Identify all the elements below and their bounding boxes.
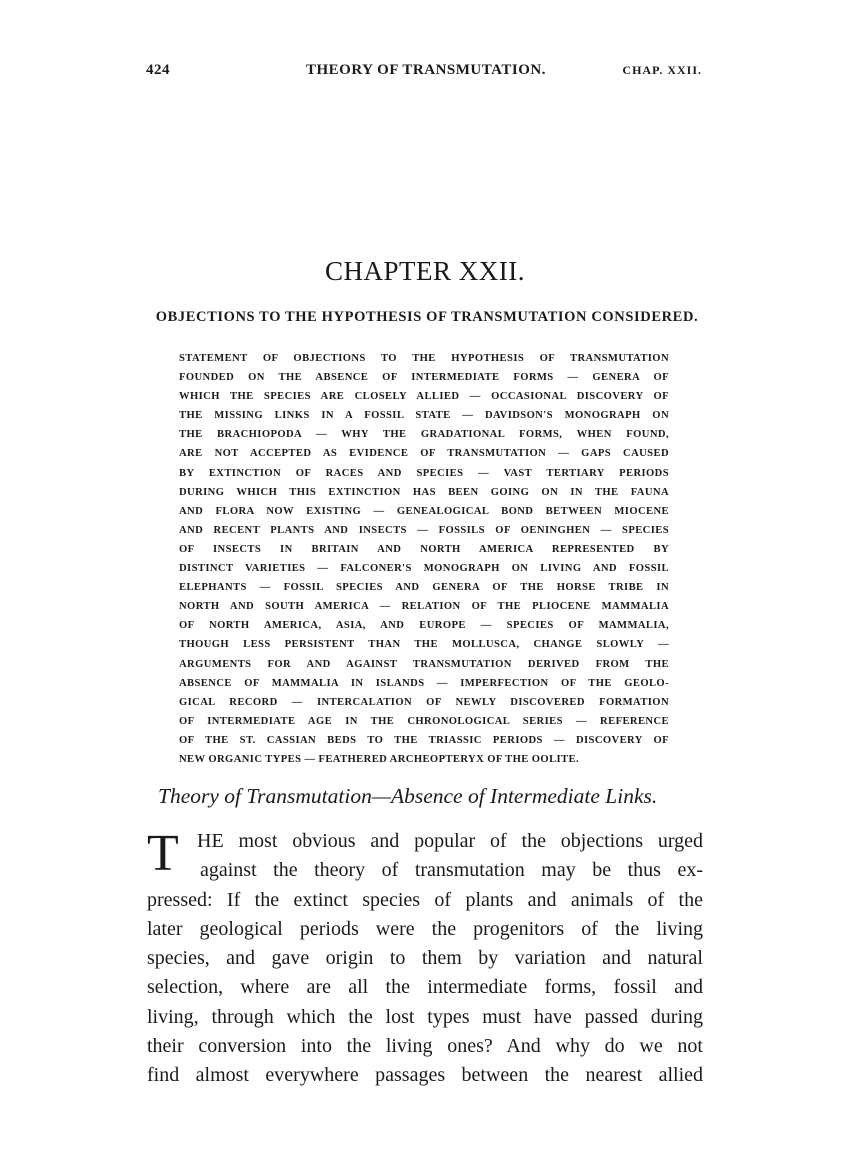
summary-line: THE BRACHIOPODA — WHY THE GRADATIONAL FORMS, WHEN FOUND, xyxy=(179,429,669,441)
summary-line: ARE NOT ACCEPTED AS EVIDENCE OF TRANSMUTATION — GAPS CAUSED xyxy=(179,448,669,460)
paragraph-line: living, through which the lost types must have passed during xyxy=(147,1005,703,1028)
summary-line: DURING WHICH THIS EXTINCTION HAS BEEN GOING ON IN THE FAUNA xyxy=(179,486,669,498)
drop-cap: T xyxy=(147,825,179,882)
summary-line: NEW ORGANIC TYPES — FEATHERED ARCHEOPTERYX OF THE OOLITE. xyxy=(179,753,580,765)
summary-line: STATEMENT OF OBJECTIONS TO THE HYPOTHESIS OF TRANSMUTATION xyxy=(179,353,669,364)
paragraph-line: pressed: If the extinct species of plants and animals of the xyxy=(147,888,703,911)
summary-line: AND RECENT PLANTS AND INSECTS — FOSSILS OF OENINGHEN — SPECIES xyxy=(179,524,669,536)
summary-line: OF INTERMEDIATE AGE IN THE CHRONOLOGICAL SERIES — REFERENCE xyxy=(179,715,669,727)
summary-line: BY EXTINCTION OF RACES AND SPECIES — VAST TERTIARY PERIODS xyxy=(179,467,669,479)
paragraph-line: selection, where are all the intermediate forms, fossil and xyxy=(147,976,703,999)
paragraph-line: later geological periods were the progenitors of the living xyxy=(147,917,703,940)
paragraph-line: against the theory of transmutation may be thus ex- xyxy=(200,859,703,882)
chapter-reference: CHAP. XXII. xyxy=(622,63,702,77)
summary-line: GICAL RECORD — INTERCALATION OF NEWLY DISCOVERED FORMATION xyxy=(179,696,669,708)
body-paragraph xyxy=(147,827,703,1091)
section-heading: Theory of Transmutation—Absence of Intermediate Links. xyxy=(158,784,658,808)
summary-line: AND FLORA NOW EXISTING — GENEALOGICAL BOND BETWEEN MIOCENE xyxy=(179,505,669,517)
paragraph-line: find almost everywhere passages between the nearest allied xyxy=(147,1064,703,1087)
chapter-heading: CHAPTER XXII. xyxy=(325,256,525,286)
summary-line: ABSENCE OF MAMMALIA IN ISLANDS — IMPERFECTION OF THE GEOLO- xyxy=(179,677,669,689)
summary-line: NORTH AND SOUTH AMERICA — RELATION OF THE PLIOCENE MAMMALIA xyxy=(179,601,669,613)
summary-line: WHICH THE SPECIES ARE CLOSELY ALLIED — OCCASIONAL DISCOVERY OF xyxy=(179,391,669,403)
paragraph-line: species, and gave origin to them by variation and natural xyxy=(147,947,703,970)
summary-line: OF INSECTS IN BRITAIN AND NORTH AMERICA REPRESENTED BY xyxy=(179,543,669,555)
summary-line: ARGUMENTS FOR AND AGAINST TRANSMUTATION DERIVED FROM THE xyxy=(179,658,669,670)
paragraph-line: their conversion into the living ones? And why do we not xyxy=(147,1035,703,1058)
summary-line: FOUNDED ON THE ABSENCE OF INTERMEDIATE FORMS — GENERA OF xyxy=(179,372,669,384)
chapter-summary xyxy=(179,349,669,769)
summary-line: OF NORTH AMERICA, ASIA, AND EUROPE — SPECIES OF MAMMALIA, xyxy=(179,620,669,632)
running-header xyxy=(146,62,706,84)
summary-line: ELEPHANTS — FOSSIL SPECIES AND GENERA OF THE HORSE TRIBE IN xyxy=(179,582,669,594)
chapter-subtitle: OBJECTIONS TO THE HYPOTHESIS OF TRANSMUTATION CONSIDERED. xyxy=(155,309,699,325)
summary-line: THE MISSING LINKS IN A FOSSIL STATE — DAVIDSON'S MONOGRAPH ON xyxy=(179,410,669,422)
summary-line: OF THE ST. CASSIAN BEDS TO THE TRIASSIC PERIODS — DISCOVERY OF xyxy=(179,734,669,746)
page-number: 424 xyxy=(146,62,170,78)
running-title: THEORY OF TRANSMUTATION. xyxy=(306,62,546,78)
summary-line: DISTINCT VARIETIES — FALCONER'S MONOGRAPH ON LIVING AND FOSSIL xyxy=(179,563,669,575)
summary-line: THOUGH LESS PERSISTENT THAN THE MOLLUSCA, CHANGE SLOWLY — xyxy=(179,639,669,651)
paragraph-line: HE most obvious and popular of the objections urged xyxy=(197,830,703,852)
